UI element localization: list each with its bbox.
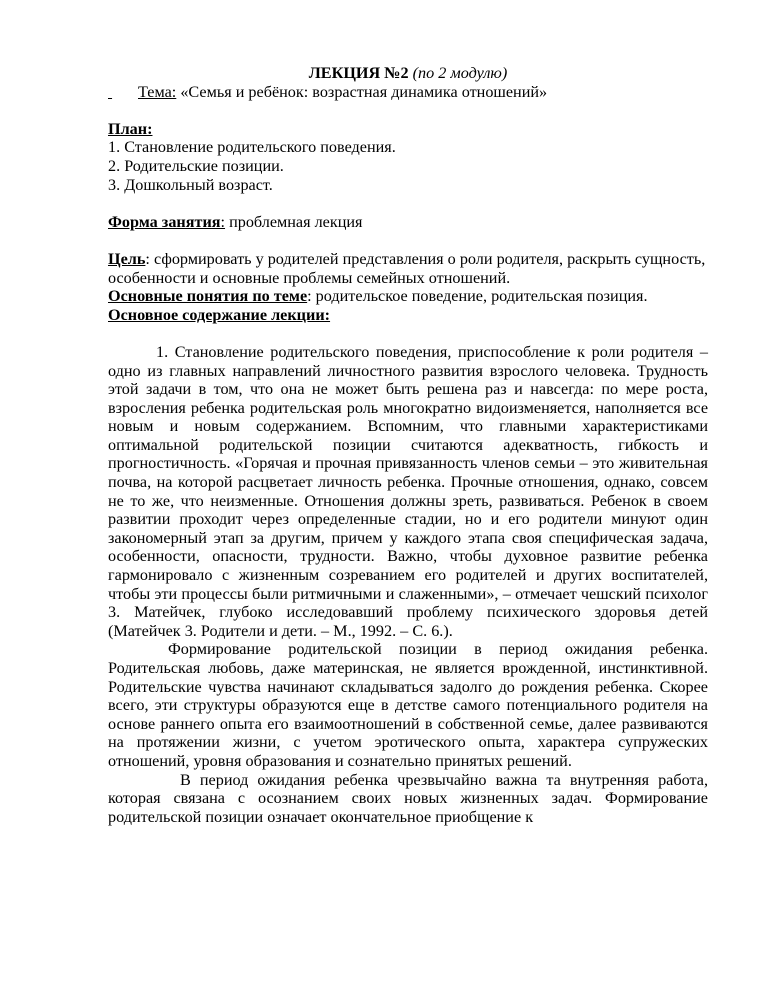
form-line <box>108 213 708 232</box>
form-colon: : <box>220 212 226 231</box>
body-paragraph: Формирование родительской позиции в период ожидания ребенка. Родительская любовь, даже материнская, не является врожденной, инстинктивной. Родительские чувства начинают складываться задолго до рождения ребенка. Скорее всего, эти структуры образуются еще в детстве самого потенциального родителя на основе раннего опыта его взаимоотношений в собственной семье, далее развиваются на протяжении жизни, с учетом эротического опыта, характера супружеских отношений, уровня образования и сознательно принятых решений. <box>108 640 708 770</box>
content-heading-label: Основное содержание лекции: <box>108 305 331 324</box>
lecture-title-main: ЛЕКЦИЯ №2 <box>308 64 409 82</box>
body-paragraph: 1. Становление родительского поведения, приспособление к роли родителя – одно из главных направлений личностного развития взрослого человека. Трудность этой задачи в том, что она не может быть решена раз и навсегда: по мере роста, взросления ребенка родительская роль многократно видоизменяется, наполняется все новым и новым содержанием. Вспомним, что главными характеристиками оптимальной родительской позиции считаются адекватность, гибкость и прогностичность. «Горячая и прочная привязанность членов семьи – это живительная почва, на которой расцветает личность ребенка. Прочные отношения, однако, совсем не то же, что неизменные. Отношения должны зреть, развиваться. Ребенок в своем развитии проходит через определенные стадии, но и его родители минуют один закономерный этап за другим, причем у каждого этапа своя специфическая задача, особенности, опасности, трудности. Важно, чтобы духовное развитие ребенка гармонировало с жизненным созреванием его родителей и других воспитателей, чтобы эти процессы были ритмичными и слаженными», – отмечает чешский психолог 3. Матейчек, глубоко исследовавший проблему психического здоровья детей (Матейчек 3. Родители и дети. – М., 1992. – С. 6.). <box>108 342 708 640</box>
plan-label: План: <box>108 119 153 138</box>
concepts-line <box>108 287 708 306</box>
form-text: проблемная лекция <box>225 212 363 231</box>
body-paragraph: В период ожидания ребенка чрезвычайно важна та внутренняя работа, которая связана с осознанием своих новых жизненных задач. Формирование родительской позиции означает окончательное приобщение к <box>108 770 708 826</box>
concepts-label: Основные понятия по теме <box>108 287 308 306</box>
topic-indent <box>108 83 138 102</box>
form-label: Форма занятия <box>108 212 221 231</box>
lecture-topic <box>108 83 708 102</box>
topic-label: Тема: <box>138 82 177 101</box>
topic-text: «Семья и ребёнок: возрастная динамика отношений» <box>176 82 548 101</box>
goal-text: : сформировать у родителей представления о роли родителя, раскрыть сущность, особенности и основные проблемы семейных отношений. <box>108 249 706 287</box>
lecture-title <box>108 64 708 83</box>
concepts-text: : родительское поведение, родительская позиция. <box>307 287 648 306</box>
plan-item: 3. Дошкольный возраст. <box>108 175 273 194</box>
plan-item: 2. Родительские позиции. <box>108 156 284 175</box>
plan-heading <box>108 120 708 139</box>
content-heading <box>108 306 708 325</box>
lecture-title-sub: (по 2 модулю) <box>412 64 508 82</box>
goal-label: Цель <box>108 249 146 268</box>
goal-line <box>108 250 708 287</box>
plan-item: 1. Становление родительского поведения. <box>108 138 396 157</box>
